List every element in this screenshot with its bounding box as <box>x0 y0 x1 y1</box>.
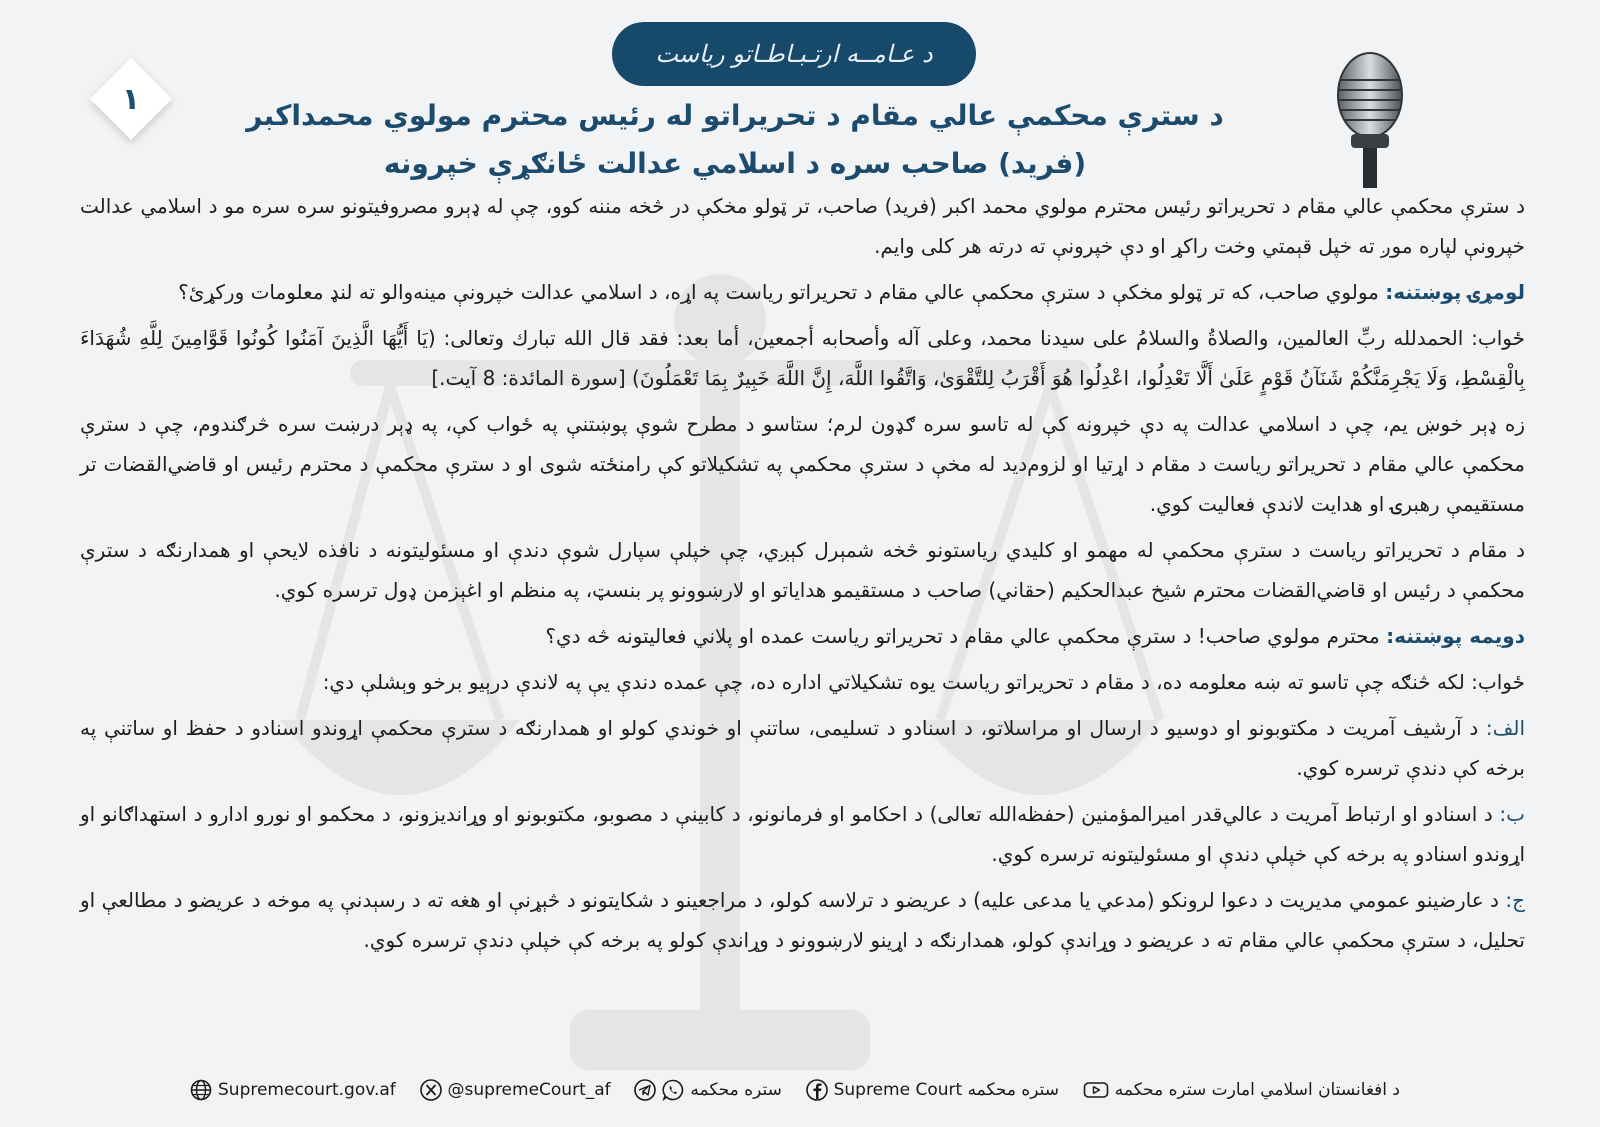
intro-paragraph: د سترې محکمې عالي مقام د تحريراتو رئيس محترم مولوي محمد اکبر (فريد) صاحب، تر ټولو مخکې در څخه مننه کوو، چې له ډېرو مصروفيتونو سره سره مو د اسلامي عدالت خپرونې لپاره موږ ته خپل قېمتي وخت راکړ او دې خپرونې ته درته هر کلی وايم. <box>80 194 1525 258</box>
title-line-1: د سترې محکمې عالي مقام د تحریراتو له رئیس محترم مولوي محمداکبر <box>246 99 1224 132</box>
youtube-icon <box>1083 1079 1109 1101</box>
telegram-whatsapp-link[interactable] <box>634 1079 781 1101</box>
website-text: Supremecourt.gov.af <box>218 1080 396 1100</box>
item-c-text: د عارضينو عمومي مديريت د دعوا لرونکو (مدعي يا مدعی عليه) د عريضو د ترلاسه کولو، د مراجعينو د شکايتونو د څېړنې او هغه ته د رسېدنې په موخه د عريضو د مطالعې او تحليل، د سترې محکمې عالي مقام ته د عريضو د وړاندې کولو، همدارنګه د اړينو لارښوونو د وړاندې کولو په برخه کې خپلې دندې ترسره کوي. <box>80 888 1525 952</box>
item-b-text: د اسنادو او ارتباط آمريت د عالي‌قدر اميرالمؤمنين (حفظه‌الله تعالی) د احکامو او فرمانونو، د کابينې د مصوبو، مکتوبونو او وړانديزونو، د محکمو او نورو ادارو د استهداګانو او اړوندو اسنادو په برخه کې خپلې دندې او مسئوليتونه ترسره کوي. <box>80 802 1525 866</box>
website-link[interactable] <box>190 1079 396 1101</box>
answer-1-intro: ځواب: الحمدلله ربِّ العالمين، والصلاةُ والسلامُ على سيدنا محمد، وعلى آله وأصحابه أجمعين، أما بعد: فقد قال الله تبارك وتعالى: (يَا أَيُّهَا الَّذِينَ آمَنُوا كُونُوا قَوَّامِينَ لِلَّهِ شُهَدَاءَ بِالْقِسْطِ، وَلَا يَجْرِمَنَّكُمْ شَنَآنُ قَوْمٍ عَلَىٰ أَلَّا تَعْدِلُوا، اعْدِلُوا هُوَ أَقْرَبُ لِلتَّقْوَىٰ، وَاتَّقُوا اللَّهَ، إِنَّ اللَّهَ خَبِيرٌ بِمَا تَعْمَلُونَ) [سورة المائدة: 8 آيت.] <box>80 326 1525 390</box>
page-title <box>180 92 1290 188</box>
twitter-handle: @supremeCourt_af <box>447 1080 611 1100</box>
answer-1-paragraph-3: د مقام د تحريراتو رياست د سترې محکمې له مهمو او کليدي رياستونو څخه شمېرل کېږي، چې خپلې سپارل شوې دندې او مسئوليتونه د نافذه لايحې او همدارنګه د سترې محکمې د رئيس او قاضي‌القضات محترم شيخ عبدالحکيم (حقاني) صاحب د مستقيمو هداياتو او لارښوونو پر بنسټ، په منظم او اغېزمن ډول ترسره کوي. <box>80 538 1525 602</box>
interview-body <box>80 186 1525 966</box>
answer-2-item-b <box>80 794 1525 874</box>
header-banner <box>612 22 976 86</box>
question-2-text: محترم مولوي صاحب! د سترې محکمې عالي مقام د تحريراتو رياست عمده او پلاني فعاليتونه څه دي؟ <box>545 624 1380 648</box>
question-2-label: دويمه پوښتنه: <box>1386 624 1525 648</box>
question-1 <box>80 272 1525 312</box>
facebook-link[interactable] <box>806 1079 1059 1101</box>
question-1-label: لومړۍ پوښتنه: <box>1385 280 1525 304</box>
banner-text: د عـامــه ارتـبـاطـاتو ریاست <box>655 40 933 68</box>
footer-social-bar <box>190 1074 1400 1106</box>
question-2 <box>80 616 1525 656</box>
twitter-link[interactable] <box>420 1079 611 1101</box>
x-twitter-icon <box>420 1079 442 1101</box>
question-1-text: مولوي صاحب، که تر ټولو مخکې د سترې محکمې عالي مقام د تحريراتو رياست په اړه، د اسلامي عدالت خپرونې مينه‌والو ته لنډ معلومات ورکړئ؟ <box>178 280 1379 304</box>
title-line-2: (فرید) صاحب سره د اسلامي عدالت ځانګړې خپرونه <box>383 147 1087 180</box>
answer-1-paragraph-2: زه ډېر خوښ يم، چې د اسلامي عدالت په دې خپرونه کې له تاسو سره ګډون لرم؛ ستاسو د مطرح شوې پوښتنې په ځواب کې، په ډېر درښت سره څرګندوم، چې د سترې محکمې عالي مقام د تحريراتو رياست د مقام د اړتيا او لزوم‌ديد له مخې د سترې محکمې په تشکيلاتو کې رامنځته شوی او د سترې محکمې د محترم رئيس او قاضي‌القضات تر مستقيمې رهبرۍ او هدايت لاندې فعاليت کوي. <box>80 412 1525 516</box>
whatsapp-icon <box>662 1079 684 1101</box>
facebook-text: Supreme Court ستره محکمه <box>833 1080 1060 1100</box>
page-number: ۱ <box>121 81 141 117</box>
item-c-label: ج: <box>1505 888 1525 912</box>
answer-2-item-c <box>80 880 1525 960</box>
youtube-text: د افغانستان اسلامي امارت ستره محکمه <box>1114 1080 1400 1100</box>
globe-icon <box>190 1079 212 1101</box>
telegram-whatsapp-text: ستره محکمه <box>690 1080 782 1100</box>
answer-2-item-a <box>80 708 1525 788</box>
telegram-icon <box>634 1079 656 1101</box>
item-a-text: د آرشيف آمريت د مکتوبونو او دوسيو د ارسال او مراسلاتو، د اسنادو د تسليمی، ساتنې او خوندي کولو او همدارنګه د سترې محکمې اړوندو اسنادو د حفظ او ساتنې په برخه کې دندې ترسره کوي. <box>80 716 1525 780</box>
microphone-icon <box>1315 40 1425 190</box>
youtube-link[interactable] <box>1083 1079 1400 1101</box>
item-b-label: ب: <box>1499 802 1525 826</box>
facebook-icon <box>806 1079 828 1101</box>
answer-2-intro: ځواب: لکه څنګه چې تاسو ته ښه معلومه ده، د مقام د تحريراتو رياست يوه تشکيلاتي اداره ده، چې عمده دندې يې په لاندې درېيو برخو وېشلې دي: <box>322 670 1525 694</box>
item-a-label: الف: <box>1485 716 1525 740</box>
